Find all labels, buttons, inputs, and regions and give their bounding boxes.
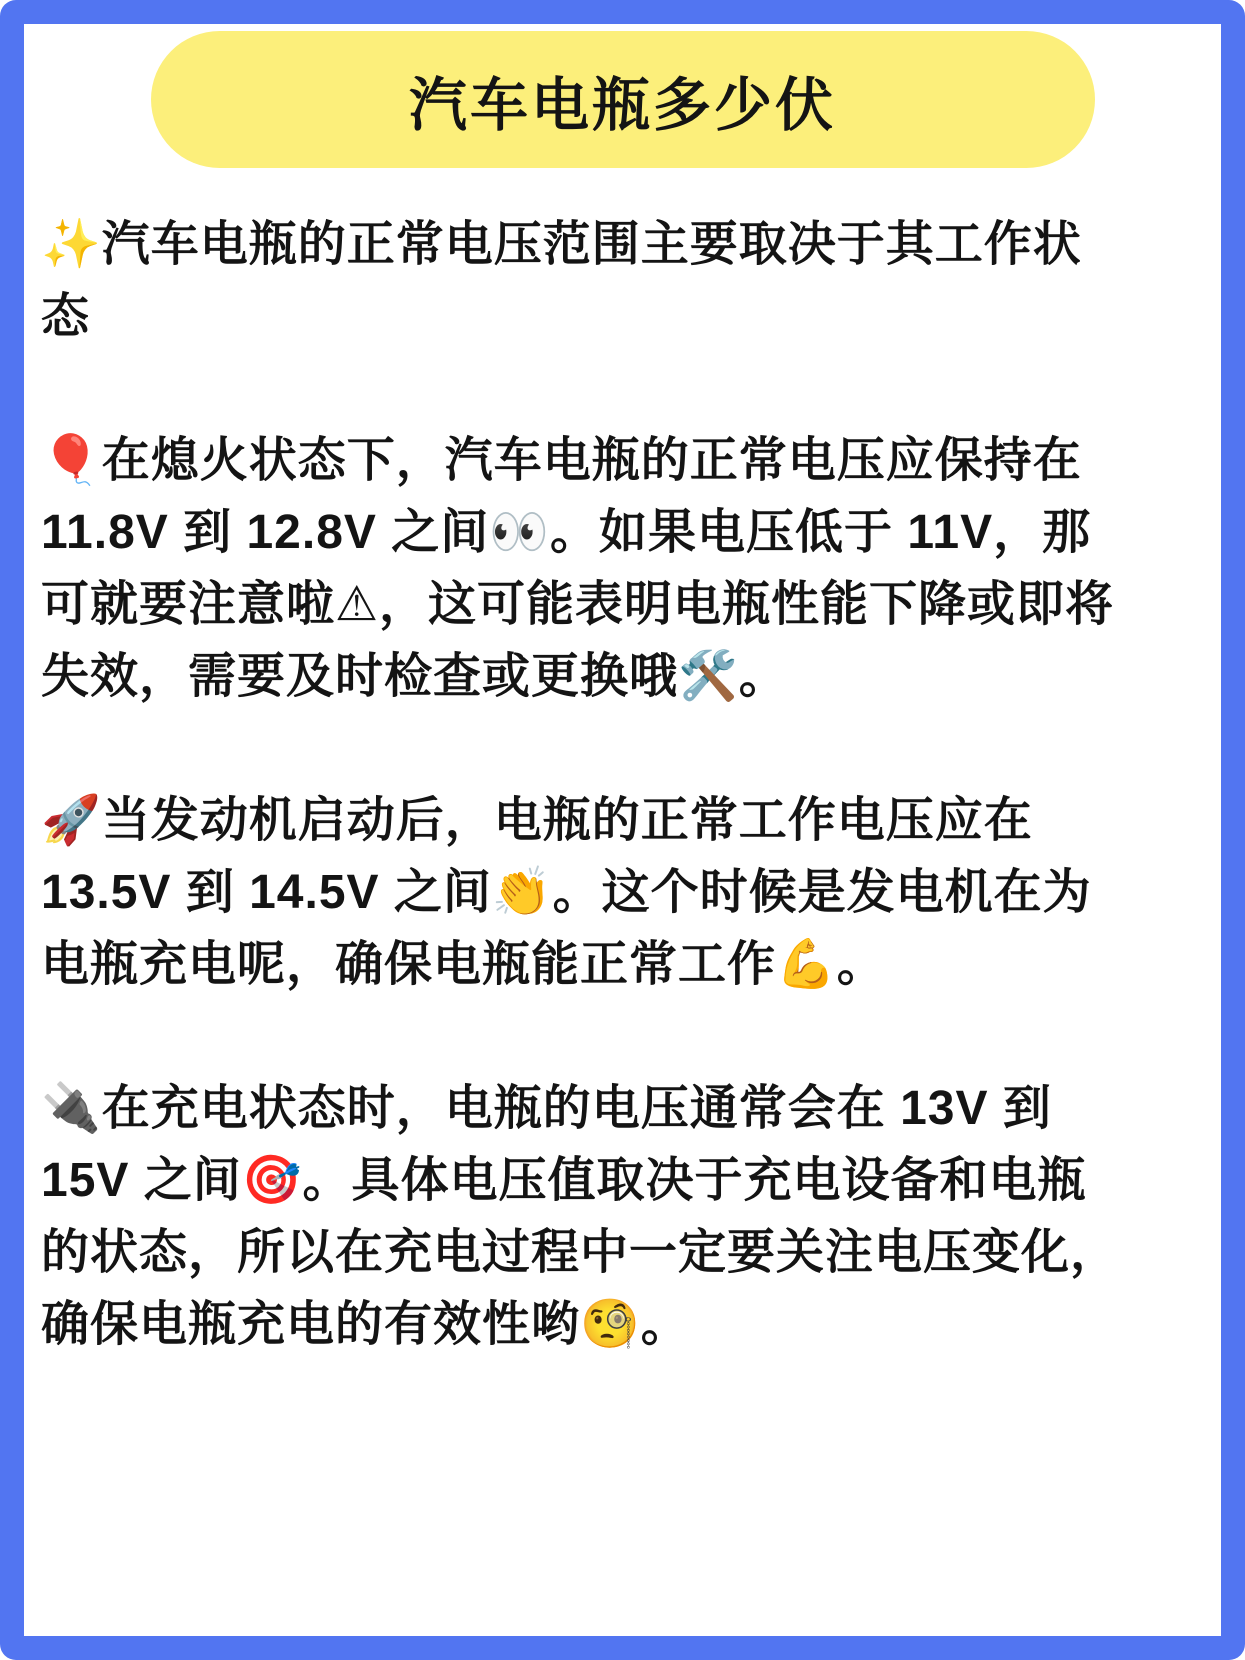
paragraph-charging (41, 1073, 1203, 1361)
text-line: 电瓶充电呢，确保电瓶能正常工作💪。 (41, 938, 886, 991)
text-line: ✨汽车电瓶的正常电压范围主要取决于其工作状 (41, 218, 1082, 271)
text-line: 确保电瓶充电的有效性哟🧐。 (41, 1298, 690, 1351)
text-line: 🎈在熄火状态下，汽车电瓶的正常电压应保持在 (41, 434, 1082, 487)
text-line: 的状态，所以在充电过程中一定要关注电压变化， (41, 1226, 1120, 1279)
text-line: 失效，需要及时检查或更换哦🛠️。 (41, 650, 788, 703)
paragraph-intro (41, 209, 1203, 353)
text-line: 🚀当发动机启动后，电瓶的正常工作电压应在 (41, 794, 1033, 847)
note-body (41, 209, 1203, 1361)
text-line: 13.5V 到 14.5V 之间👏。这个时候是发电机在为 (41, 866, 1092, 919)
text-line: 态 (41, 290, 91, 343)
text-line: 可就要注意啦⚠，这可能表明电瓶性能下降或即将 (41, 578, 1115, 631)
paragraph-engine-off (41, 425, 1203, 713)
text-line: 11.8V 到 12.8V 之间👀。如果电压低于 11V，那 (41, 506, 1092, 559)
title-banner (151, 31, 1095, 168)
page-title: 汽车电瓶多少伏 (408, 72, 836, 138)
text-line: 🔌在充电状态时，电瓶的电压通常会在 13V 到 (41, 1082, 1052, 1135)
text-line: 15V 之间🎯。具体电压值取决于充电设备和电瓶 (41, 1154, 1087, 1207)
paragraph-engine-running (41, 785, 1203, 1001)
